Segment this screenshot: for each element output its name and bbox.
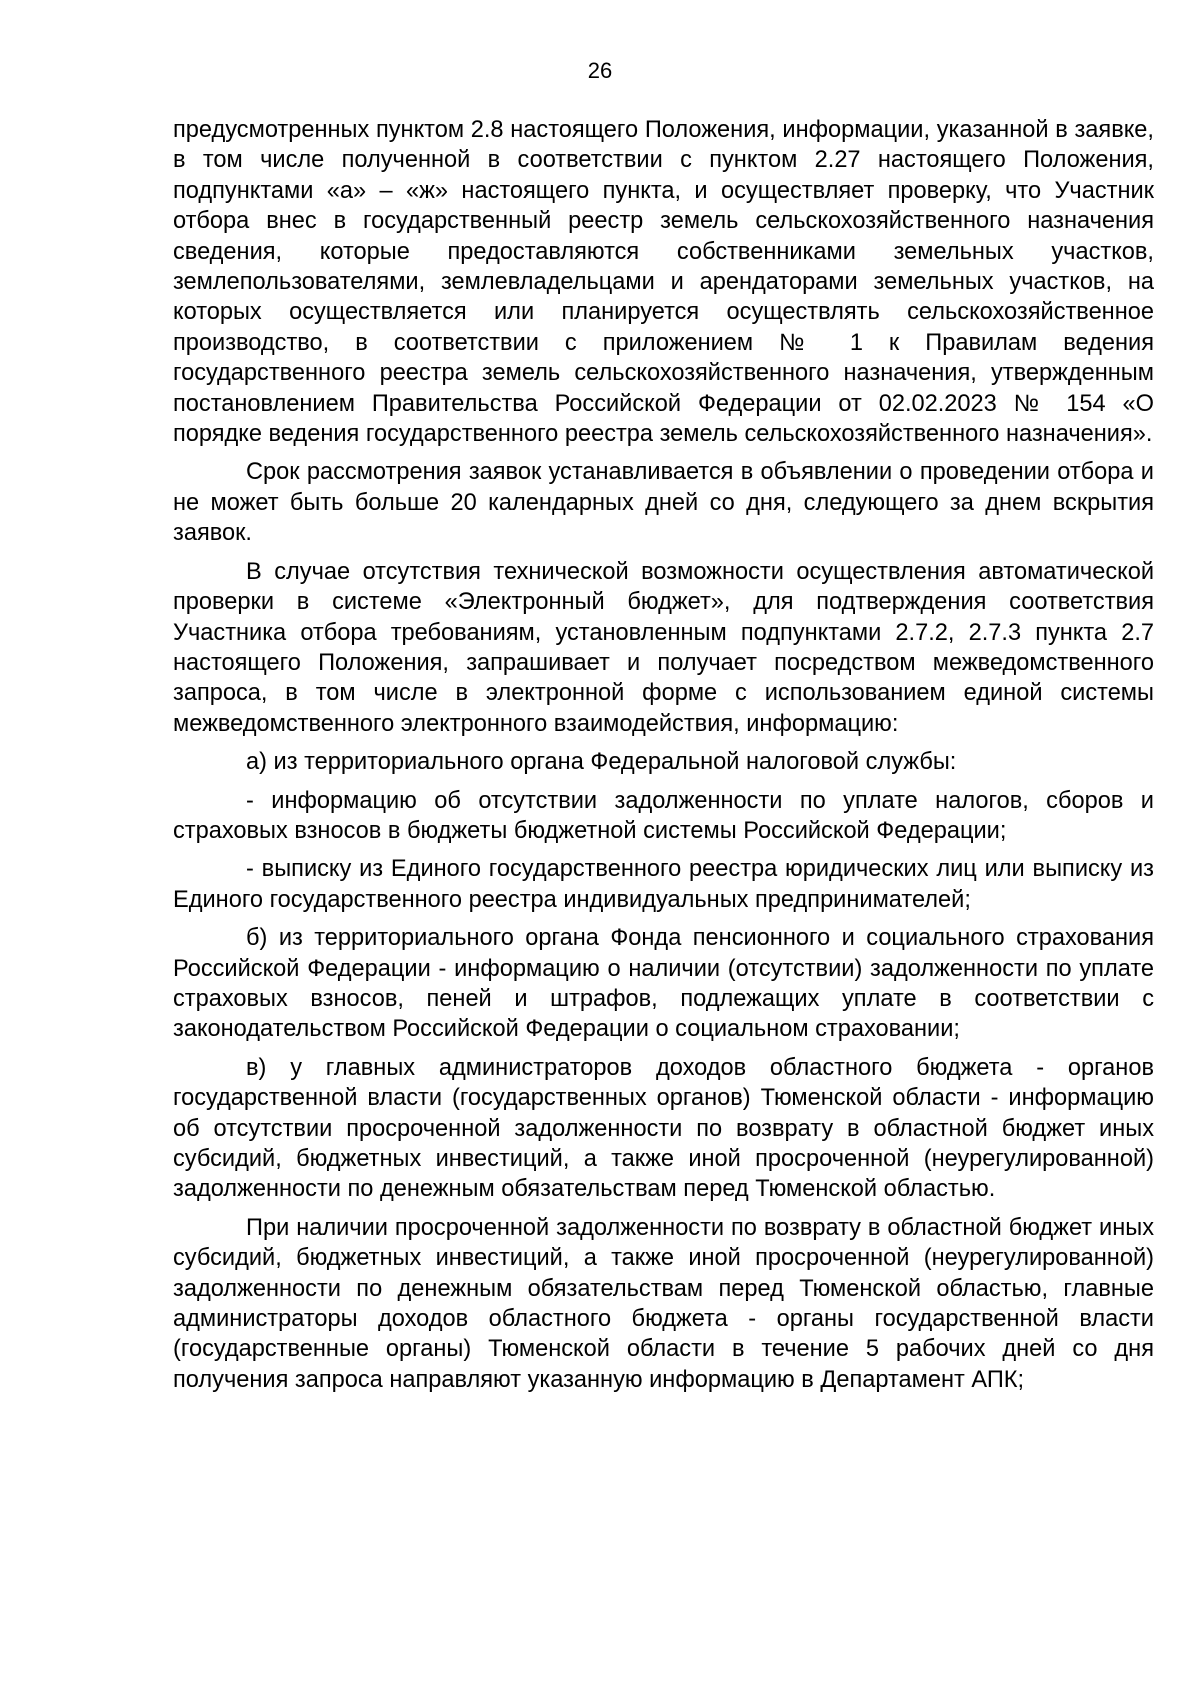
paragraph-item-v: в) у главных администраторов доходов областного бюджета - органов государственной власти (государственных органов) Тюменской области - информацию об отсутствии просроченной задолженности по возврату в областной бюджет иных субсидий, бюджетных инвестиций, а также иной просроченной (неурегулированной) задолженности по денежным обязательствам перед Тюменской областью. (173, 1054, 1154, 1203)
paragraph-review-period: Срок рассмотрения заявок устанавливается в объявлении о проведении отбора и не может быть больше 20 календарных дней со дня, следующего за днем вскрытия заявок. (173, 459, 1154, 547)
paragraph-overdue-debt: При наличии просроченной задолженности по возврату в областной бюджет иных субсидий, бюджетных инвестиций, а также иной просроченной (неурегулированной) задолженности по денежным обязательствам перед Тюменской областью, главные администраторы доходов областного бюджета - органы государственной власти (государственные органы) Тюменской области в течение 5 рабочих дней со дня получения запроса направляют указанную информацию в Департамент АПК; (173, 1214, 1154, 1393)
paragraph-continuation: предусмотренных пунктом 2.8 настоящего Положения, информации, указанной в заявке, в том числе полученной в соответствии с пунктом 2.27 настоящего Положения, подпунктами «а» – «ж» настоящего пункта, и осуществляет проверку, что Участник отбора внес в государственный реестр земель сельскохозяйственного назначения сведения, которые предоставляются собственниками земельных участков, землепользователями, землевладельцами и арендаторами земельных участков, на которых осуществляется или планируется осуществлять сельскохозяйственное производство, в соответствии с приложением № 1 к Правилам ведения государственного реестра земель сельскохозяйственного назначения, утвержденным постановлением Правительства Российской Федерации от 02.02.2023 № 154 «О порядке ведения государственного реестра земель сельскохозяйственного назначения». (173, 117, 1154, 448)
paragraph-item-b: б) из территориального органа Фонда пенсионного и социального страхования Российской Федерации - информацию о наличии (отсутствии) задолженности по уплате страховых взносов, пеней и штрафов, подлежащих уплате в соответствии с законодательством Российской Федерации о социальном страховании; (173, 925, 1154, 1043)
paragraph-interagency-request: В случае отсутствия технической возможности осуществления автоматической проверки в системе «Электронный бюджет», для подтверждения соответствия Участника отбора требованиям, установленным подпунктами 2.7.2, 2.7.3 пункта 2.7 настоящего Положения, запрашивает и получает посредством межведомственного запроса, в том числе в электронной форме с использованием единой системы межведомственного электронного взаимодействия, информацию: (173, 558, 1154, 737)
paragraph-registry-extract: - выписку из Единого государственного реестра юридических лиц или выписку из Единого государственного реестра индивидуальных предпринимателей; (173, 856, 1154, 913)
paragraph-item-a: а) из территориального органа Федеральной налоговой службы: (246, 749, 957, 776)
document-body (173, 115, 1154, 1403)
paragraph-tax-debt-info: - информацию об отсутствии задолженности по уплате налогов, сборов и страховых взносов в бюджеты бюджетной системы Российской Федерации; (173, 787, 1154, 844)
page-number: 26 (587, 58, 613, 83)
